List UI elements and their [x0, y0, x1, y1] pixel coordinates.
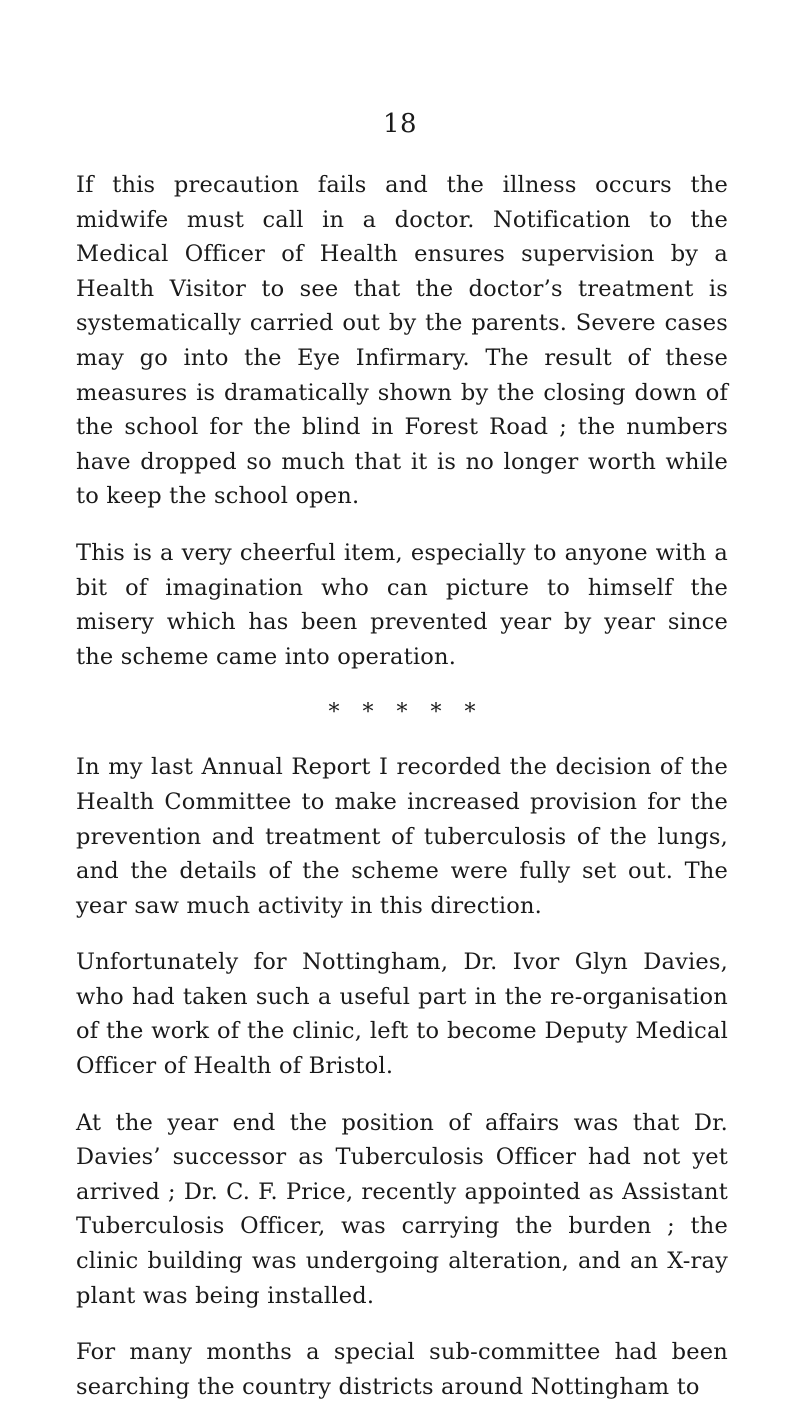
- paragraph-year-end-position: At the year end the position of affairs was that Dr. Davies’ successor as Tuberculosis Officer had not yet arrived ; Dr. C. F. Price, recently appointed as Assistant Tuberculosis Officer, was carrying the burden ; the clinic building was undergoing alteration, and an X-ray plant was being installed.: [76, 1109, 728, 1309]
- paragraph-ophthalmia-precaution: If this precaution fails and the illness occurs the midwife must call in a doctor. Notification to the Medical Officer of Health ensures supervision by a Health Visitor to see that the doctor’s treatment is systematically carried out by the parents. Severe cases may go into the Eye Infirmary. The result of these measures is dramatically shown by the closing down of the school for the blind in Forest Road ; the numbers have dropped so much that it is no longer worth while to keep the school open.: [76, 172, 728, 510]
- paragraph-dr-davies-departure: Unfortunately for Nottingham, Dr. Ivor Glyn Davies, who had taken such a useful part in the re-organisation of the work of the clinic, left to become Deputy Medical Officer of Health of Bristol.: [76, 949, 728, 1080]
- paragraph-sub-committee-search: For many months a special sub-committee had been searching the country districts around Nottingham to: [76, 1339, 728, 1400]
- page-number: 18: [382, 109, 418, 139]
- body-text: [76, 168, 728, 1426]
- paragraph-tuberculosis-provision: In my last Annual Report I recorded the decision of the Health Committee to make increased provision for the prevention and treatment of tuberculosis of the lungs, and the details of the scheme were fully set out. The year saw much activity in this direction.: [76, 754, 728, 919]
- section-separator: * * * * *: [328, 700, 476, 726]
- paragraph-cheerful-item: This is a very cheerful item, especially to anyone with a bit of imagination who can picture to himself the misery which has been prevented year by year since the scheme came into operation.: [76, 539, 728, 670]
